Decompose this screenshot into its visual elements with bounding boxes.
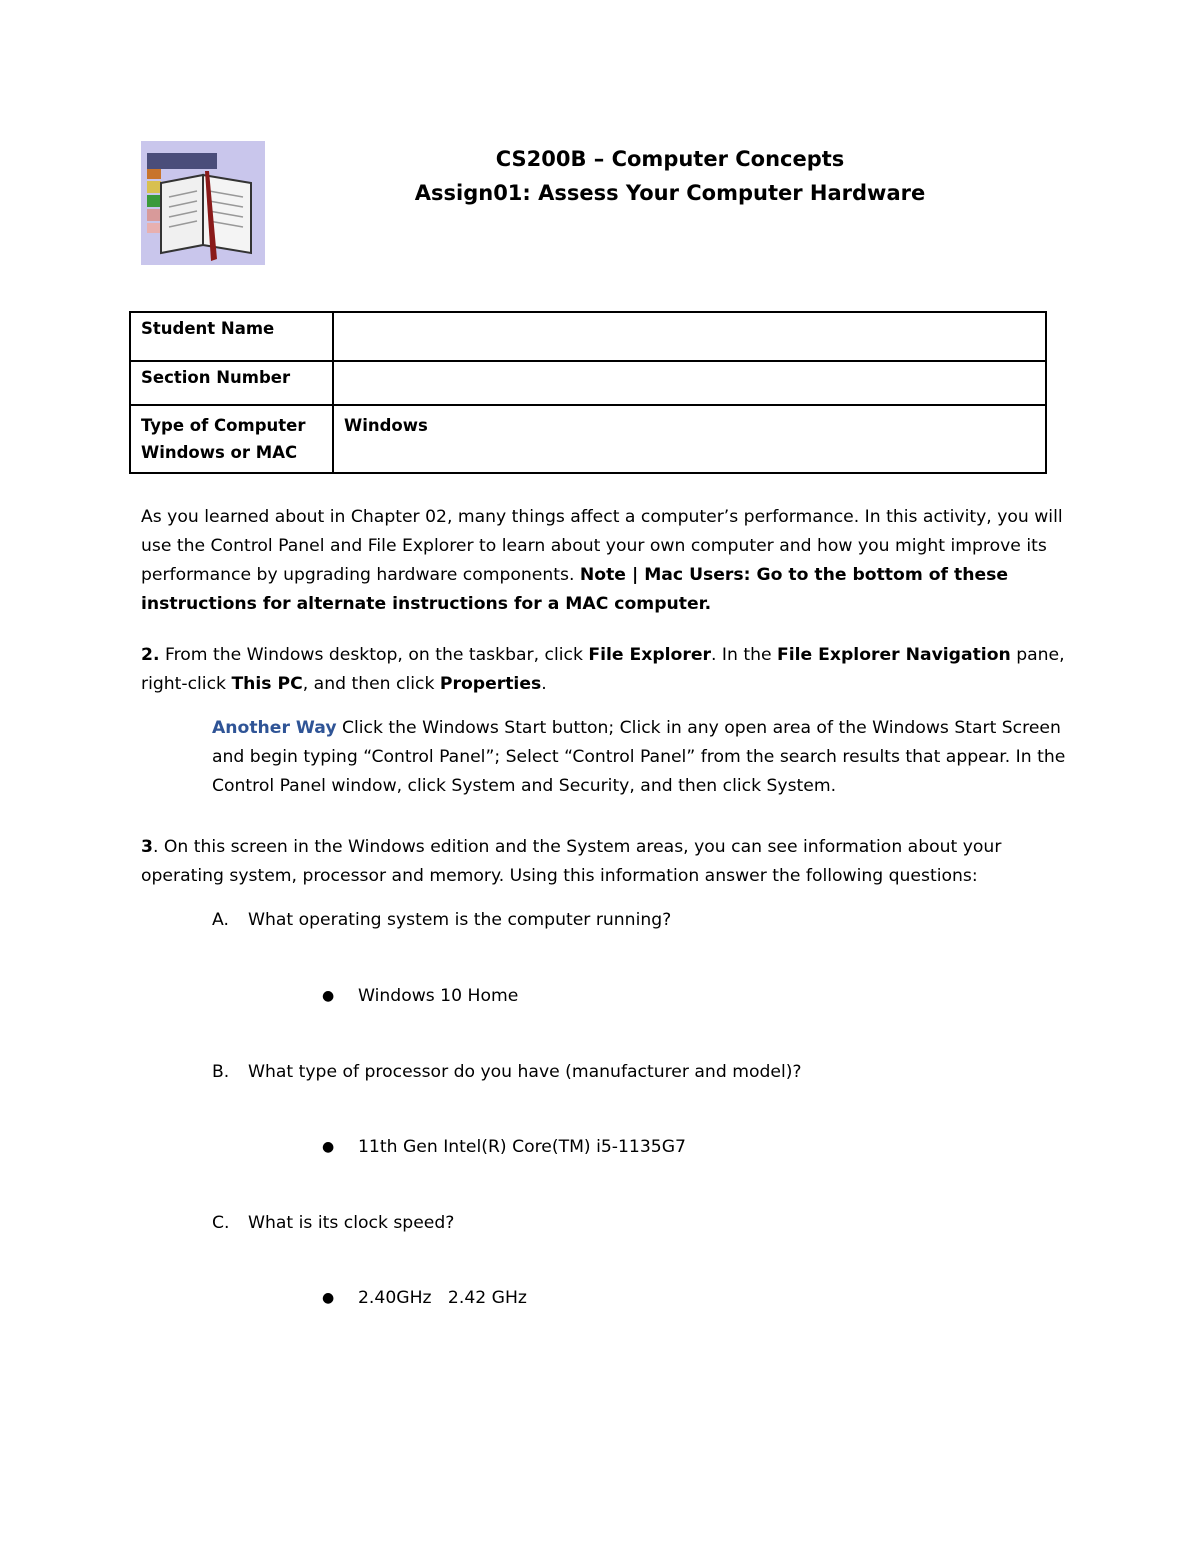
question-text: What type of processor do you have (manufacturer and model)?: [248, 1062, 802, 1082]
step-number: 3: [141, 837, 153, 857]
step-text: . In the: [710, 645, 778, 665]
question-letter: B.: [212, 1062, 230, 1082]
step-text: .: [541, 674, 547, 694]
mac-users-note: Note | Mac Users: Go to the bottom of these instructions for alternate instructions for a MAC computer.: [141, 565, 1008, 614]
question-text: What operating system is the computer running?: [248, 910, 672, 930]
step-bold: File Explorer Navigation: [777, 645, 1011, 665]
section-number-value[interactable]: [333, 361, 1046, 405]
step-bold: File Explorer: [588, 645, 711, 665]
question-b: [212, 1058, 802, 1087]
student-info-table: [129, 311, 1047, 474]
step-number: 2.: [141, 645, 160, 665]
question-c: [212, 1209, 454, 1238]
document-title: CS200B – Computer Concepts: [495, 147, 845, 171]
another-way-paragraph: [212, 714, 1072, 801]
question-letter: C.: [212, 1213, 230, 1233]
step-text: . On this screen in the Windows edition and the System areas, you can see information about your operating system, processor and memory. Using this information answer the following questions:: [141, 837, 1002, 886]
step-text: pane, right-click: [141, 645, 1065, 694]
step-text: , and then click: [302, 674, 440, 694]
document-subtitle: Assign01: Assess Your Computer Hardware: [414, 181, 926, 205]
step-2-paragraph: [141, 641, 1071, 699]
bullet-icon: ●: [322, 988, 335, 1004]
table-row: [130, 361, 1046, 405]
answer-b: [322, 1133, 686, 1162]
intro-text: As you learned about in Chapter 02, many things affect a computer’s performance. In this activity, you will use the Control Panel and File Explorer to learn about your own computer and how you might improve its performance by upgrading hardware components.: [141, 507, 1063, 585]
step-bold: Properties: [439, 674, 542, 694]
intro-paragraph: [141, 503, 1071, 619]
student-name-value[interactable]: [333, 312, 1046, 361]
question-text: What is its clock speed?: [248, 1213, 455, 1233]
open-book-icon: [141, 141, 265, 265]
student-name-label: Student Name: [130, 312, 333, 361]
step-text: From the Windows desktop, on the taskbar, click: [159, 645, 589, 665]
answer-a: [322, 982, 518, 1011]
question-letter: A.: [212, 910, 229, 930]
answer-text: Windows 10 Home: [358, 986, 519, 1006]
bullet-icon: ●: [322, 1139, 335, 1155]
computer-type-label-line1: Type of Computer: [141, 416, 306, 435]
computer-type-value[interactable]: Windows: [333, 405, 1046, 473]
bullet-icon: ●: [322, 1290, 335, 1306]
answer-c: [322, 1284, 527, 1313]
section-number-label: Section Number: [130, 361, 333, 405]
computer-type-label-line2: Windows or MAC: [141, 443, 298, 462]
step-bold: This PC: [231, 674, 303, 694]
answer-text: 11th Gen Intel(R) Core(TM) i5-1135G7: [358, 1137, 686, 1157]
step-3-paragraph: [141, 833, 1071, 891]
another-way-text: Click the Windows Start button; Click in any open area of the Windows Start Screen and begin typing “Control Panel”; Select “Control Panel” from the search results that appear. In the Control Panel window, click System and Security, and then click System.: [212, 718, 1066, 796]
answer-text: 2.40GHz 2.42 GHz: [358, 1288, 527, 1308]
question-a: [212, 906, 671, 935]
computer-type-label: [130, 405, 333, 473]
table-row: [130, 312, 1046, 361]
another-way-label: Another Way: [212, 718, 337, 738]
table-row: [130, 405, 1046, 473]
